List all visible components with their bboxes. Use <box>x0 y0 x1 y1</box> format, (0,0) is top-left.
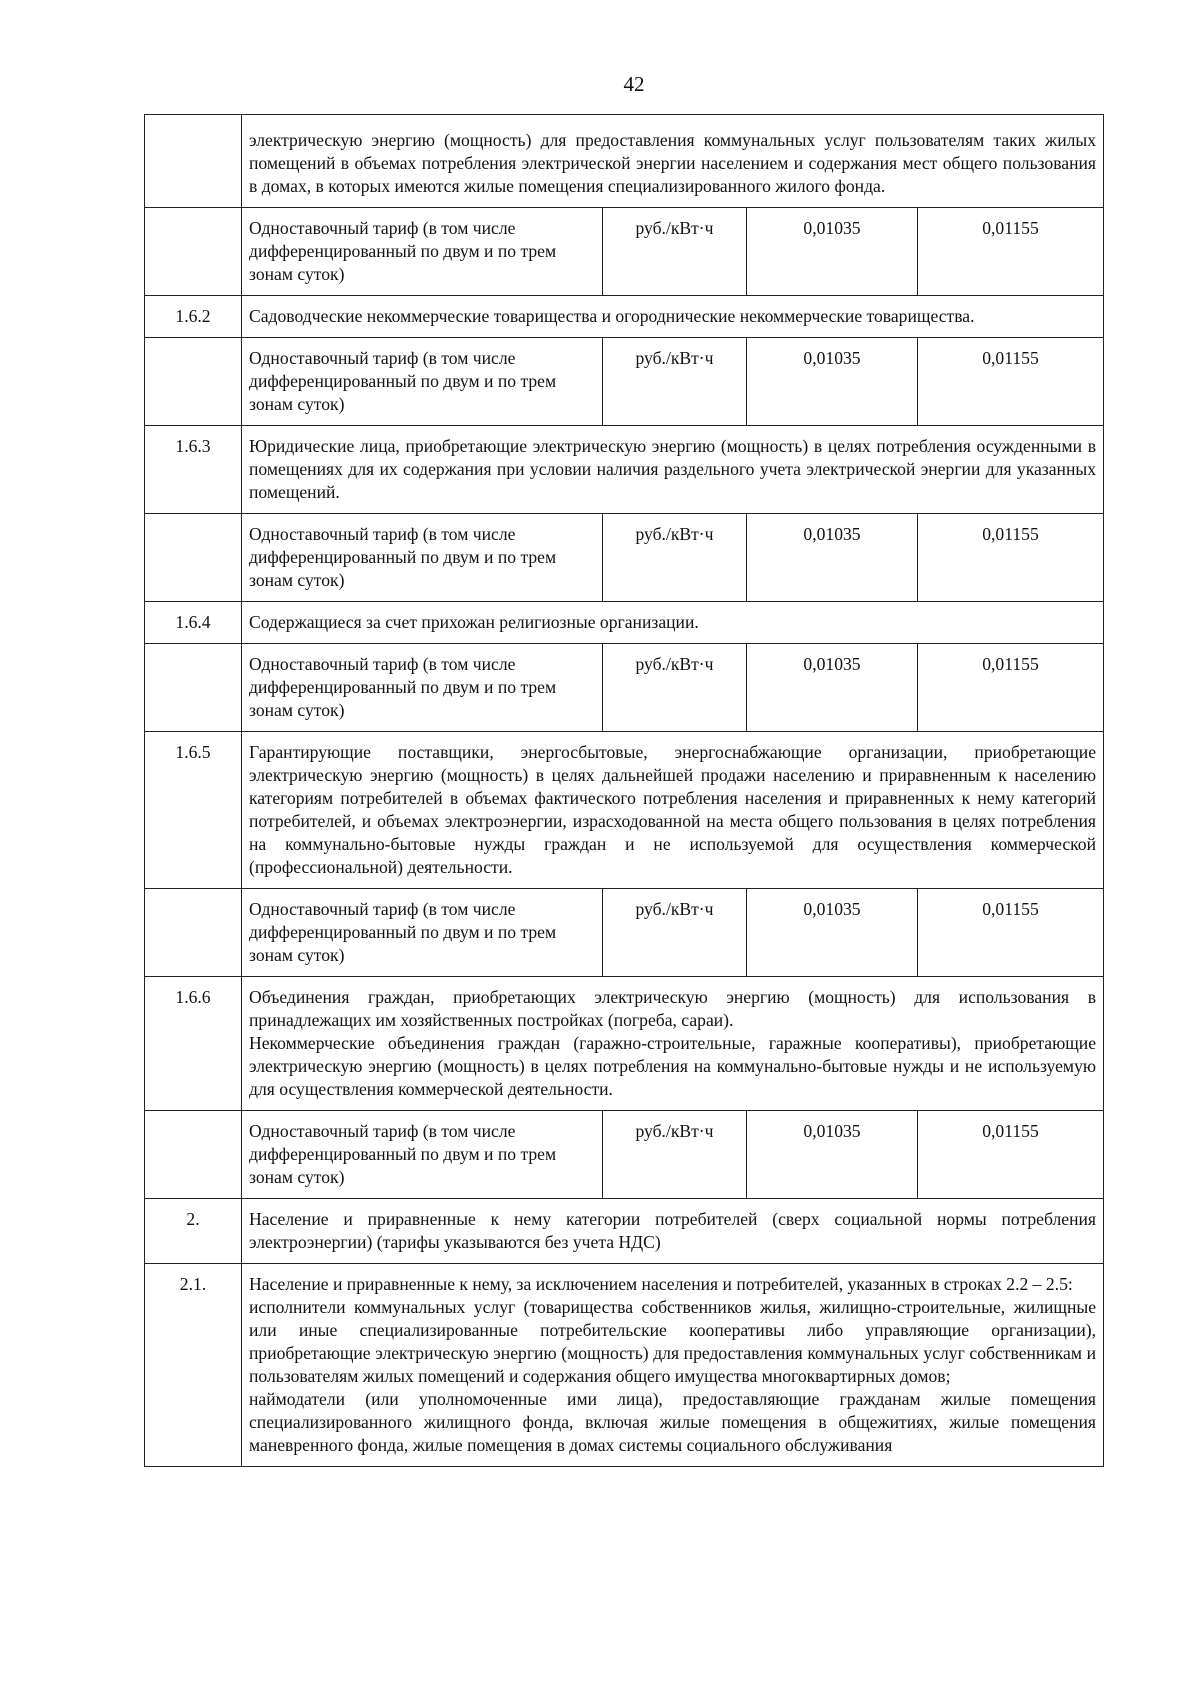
tariff-name: Одноставочный тариф (в том числе дифференцированный по двум и по трем зонам суток) <box>242 1111 603 1199</box>
section-row <box>145 732 1104 889</box>
section-number: 1.6.6 <box>145 977 242 1111</box>
section-description <box>242 602 1104 644</box>
tariff-unit: руб./кВт·ч <box>603 514 747 602</box>
page-number: 42 <box>623 72 645 96</box>
tariff-row <box>145 514 1104 602</box>
tariff-value-2: 0,01155 <box>918 644 1104 732</box>
tariff-empty-cell <box>145 208 242 296</box>
tariff-value-2: 0,01155 <box>918 514 1104 602</box>
tariff-row <box>145 208 1104 296</box>
tariff-row <box>145 338 1104 426</box>
tariff-empty-cell <box>145 889 242 977</box>
tariff-row <box>145 644 1104 732</box>
tariff-value-2: 0,01155 <box>918 889 1104 977</box>
section-description <box>242 1264 1104 1467</box>
tariff-value-1: 0,01035 <box>747 644 918 732</box>
section-paragraph: Население и приравненные к нему, за исключением населения и потребителей, указанных в строках 2.2 – 2.5: <box>249 1274 1073 1294</box>
tariff-value-1: 0,01035 <box>747 889 918 977</box>
section-row <box>145 426 1104 514</box>
section-paragraph: Население и приравненные к нему категории потребителей (сверх социальной нормы потребления электроэнергии) (тарифы указываются без учета НДС) <box>249 1209 1097 1252</box>
section-paragraph: исполнители коммунальных услуг (товарищества собственников жилья, жилищно-строительные, жилищные или иные специализированные потребительские кооперативы либо управляющие организации), приобретающие электрическую энергию (мощность) для предоставления коммунальных услуг собственникам и пользователям жилых помещений и содержания общего имущества многоквартирных домов; <box>249 1297 1097 1386</box>
tariff-row <box>145 1111 1104 1199</box>
tariff-value-1: 0,01035 <box>747 208 918 296</box>
tariff-name: Одноставочный тариф (в том числе дифференцированный по двум и по трем зонам суток) <box>242 338 603 426</box>
section-paragraph: Объединения граждан, приобретающих электрическую энергию (мощность) для использования в принадлежащих им хозяйственных постройках (погреба, сараи). <box>249 987 1097 1030</box>
tariff-name: Одноставочный тариф (в том числе дифференцированный по двум и по трем зонам суток) <box>242 514 603 602</box>
section-row-2 <box>145 1199 1104 1264</box>
section-paragraph: электрическую энергию (мощность) для предоставления коммунальных услуг пользователям таких жилых помещений в объемах потребления электрической энергии населением и содержания мест общего пользования в домах, в которых имеются жилые помещения специализированного жилого фонда. <box>249 130 1097 196</box>
tariff-value-2: 0,01155 <box>918 1111 1104 1199</box>
tariff-unit: руб./кВт·ч <box>603 208 747 296</box>
section-paragraph: Некоммерческие объединения граждан (гаражно-строительные, гаражные кооперативы), приобретающие электрическую энергию (мощность) в целях потребления на коммунально-бытовые нужды и не используемую для осуществления коммерческой деятельности. <box>249 1033 1097 1099</box>
section-number: 1.6.5 <box>145 732 242 889</box>
tariff-empty-cell <box>145 644 242 732</box>
tariff-unit: руб./кВт·ч <box>603 644 747 732</box>
tariff-name: Одноставочный тариф (в том числе дифференцированный по двум и по трем зонам суток) <box>242 889 603 977</box>
section-description <box>242 977 1104 1111</box>
tariff-value-2: 0,01155 <box>918 338 1104 426</box>
section-row <box>145 977 1104 1111</box>
section-description <box>242 115 1104 208</box>
tariff-value-1: 0,01035 <box>747 338 918 426</box>
tariff-table <box>144 114 1104 1467</box>
section-paragraph: Юридические лица, приобретающие электрическую энергию (мощность) в целях потребления осужденными в помещениях для их содержания при условии наличия раздельного учета электрической энергии для указанных помещений. <box>249 436 1097 502</box>
tariff-name: Одноставочный тариф (в том числе дифференцированный по двум и по трем зонам суток) <box>242 208 603 296</box>
section-paragraph: Гарантирующие поставщики, энергосбытовые, энергоснабжающие организации, приобретающие электрическую энергию (мощность) в целях дальнейшей продажи населению и приравненным к населению категориям потребителей в объемах фактического потребления населения и приравненных к нему категорий потребителей, и объемах электроэнергии, израсходованной на места общего пользования в целях потребления на коммунально-бытовые нужды граждан и не используемой для осуществления коммерческой (профессиональной) деятельности. <box>249 742 1097 877</box>
tariff-row <box>145 889 1104 977</box>
section-number: 1.6.2 <box>145 296 242 338</box>
section-row-2-1 <box>145 1264 1104 1467</box>
tariff-value-1: 0,01035 <box>747 1111 918 1199</box>
section-number: 2. <box>145 1199 242 1264</box>
section-row <box>145 296 1104 338</box>
tariff-value-2: 0,01155 <box>918 208 1104 296</box>
section-paragraph: Садоводческие некоммерческие товарищества и огороднические некоммерческие товарищества. <box>249 306 975 326</box>
tariff-name: Одноставочный тариф (в том числе дифференцированный по двум и по трем зонам суток) <box>242 644 603 732</box>
section-number: 2.1. <box>145 1264 242 1467</box>
intro-row <box>145 115 1104 208</box>
tariff-empty-cell <box>145 1111 242 1199</box>
tariff-unit: руб./кВт·ч <box>603 1111 747 1199</box>
section-description <box>242 426 1104 514</box>
section-paragraph: наймодатели (или уполномоченные ими лица), предоставляющие гражданам жилые помещения специализированного жилищного фонда, включая жилые помещения в общежитиях, жилые помещения маневренного фонда, жилые помещения в домах системы социального обслуживания <box>249 1389 1097 1455</box>
section-description <box>242 1199 1104 1264</box>
section-description <box>242 296 1104 338</box>
tariff-empty-cell <box>145 514 242 602</box>
section-number <box>145 115 242 208</box>
tariff-value-1: 0,01035 <box>747 514 918 602</box>
section-description <box>242 732 1104 889</box>
tariff-unit: руб./кВт·ч <box>603 338 747 426</box>
section-paragraph: Содержащиеся за счет прихожан религиозные организации. <box>249 612 699 632</box>
tariff-empty-cell <box>145 338 242 426</box>
section-row <box>145 602 1104 644</box>
section-number: 1.6.3 <box>145 426 242 514</box>
tariff-unit: руб./кВт·ч <box>603 889 747 977</box>
section-number: 1.6.4 <box>145 602 242 644</box>
